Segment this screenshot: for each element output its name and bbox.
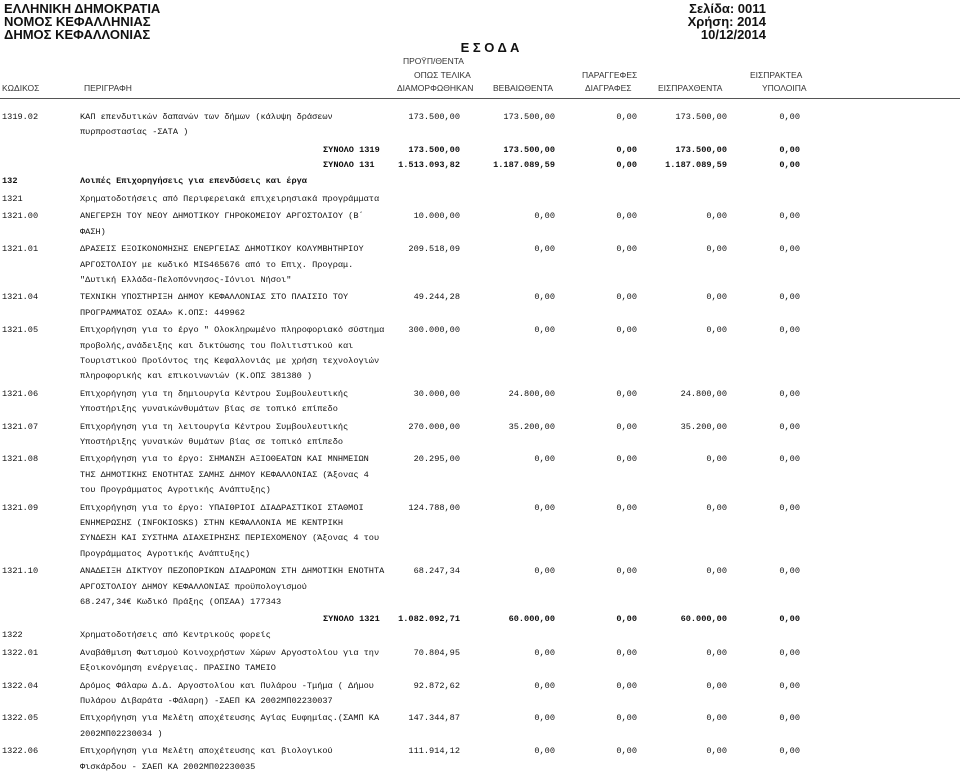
amount-value-4: 0,00	[779, 388, 800, 399]
account-description: ΑΡΓΟΣΤΟΛΙΟΥ με κωδικό MIS465676 από το Επιχ. Προγραμ.	[80, 259, 354, 270]
amount-value-0: 10.000,00	[413, 211, 460, 222]
account-description: 68.247,34€ Κωδικό Πράξης (ΟΠΣΑΑ) 177343	[80, 597, 282, 607]
fiscal-year: Χρήση: 2014	[687, 14, 766, 29]
amount-value-1: 0,00	[534, 680, 555, 691]
account-description: ΣΥΝΔΕΣΗ ΚΑΙ ΣΥΣΤΗΜΑ ΔΙΑΧΕΙΡΗΣΗΣ ΠΕΡΙΕΧΟΜΕΝΟΥ (Άξονας 4 του	[80, 533, 380, 544]
account-description: Επιχορήγηση για τη δημιουργία Κέντρου Συμβουλευτικής	[80, 388, 349, 399]
amount-value-3: 0,00	[706, 244, 727, 255]
account-code: 132	[2, 175, 18, 186]
amount-value-4: 0,00	[779, 746, 800, 757]
header-municipality: ΔΗΜΟΣ ΚΕΦΑΛΛΟΝΙΑΣ	[4, 27, 151, 42]
total-value-2: 0,00	[616, 614, 637, 625]
amount-value-3: 0,00	[706, 211, 727, 222]
col-head-budget-2: ΟΠΩΣ ΤΕΛΙΚΑ	[414, 70, 471, 80]
account-description: Φισκάρδου - ΣΑΕΠ ΚΑ 2002ΜΠ02230035	[80, 761, 256, 772]
account-description: Υποστήριξης γυναικώνθυμάτων βίας σε τοπικό επίπεδο	[80, 404, 338, 415]
account-code: 1321.00	[2, 211, 39, 222]
amount-value-4: 0,00	[779, 566, 800, 577]
total-value-4: 0,00	[779, 144, 800, 155]
page-number: Σελίδα: 0011	[689, 1, 766, 16]
account-code: 1321.01	[2, 244, 39, 255]
amount-value-0: 20.295,00	[413, 454, 460, 465]
account-code: 1321.07	[2, 421, 39, 432]
amount-value-1: 0,00	[534, 647, 555, 658]
account-description: Λοιπές Επιχορηγήσεις για επενδύσεις και έργα	[80, 175, 307, 186]
amount-value-3: 0,00	[706, 647, 727, 658]
col-head-description: ΠΕΡΙΓΡΑΦΗ	[84, 83, 132, 93]
amount-value-1: 35.200,00	[508, 421, 555, 432]
amount-value-2: 0,00	[616, 680, 637, 691]
account-description: πυρπροστασίας -ΣΑΤΑ )	[80, 127, 189, 138]
account-code: 1321	[2, 193, 23, 204]
amount-value-1: 173.500,00	[503, 112, 555, 122]
account-code: 1322.01	[2, 647, 39, 658]
amount-value-2: 0,00	[616, 566, 637, 577]
amount-value-1: 0,00	[534, 244, 555, 255]
account-description: ΑΡΓΟΣΤΟΛΙΟΥ ΔΗΜΟΥ ΚΕΦΑΛΛΟΝΙΑΣ προϋπολογισμού	[80, 581, 307, 592]
account-description: ΦΑΣΗ)	[80, 226, 106, 237]
report-title: Ε Σ Ο Δ Α	[460, 40, 520, 55]
total-value-4: 0,00	[779, 614, 800, 625]
amount-value-4: 0,00	[779, 244, 800, 255]
col-head-budget-1: ΠΡΟΫΠ/ΘΕΝΤΑ	[403, 56, 464, 66]
amount-value-0: 30.000,00	[413, 388, 460, 399]
amount-value-1: 24.800,00	[508, 388, 555, 399]
amount-value-0: 173.500,00	[408, 112, 460, 122]
amount-value-4: 0,00	[779, 680, 800, 691]
amount-value-0: 270.000,00	[408, 421, 460, 432]
account-code: 1321.08	[2, 454, 39, 465]
amount-value-3: 0,00	[706, 566, 727, 577]
account-description: του Προγράμματος Αγροτικής Ανάπτυξης)	[80, 485, 271, 496]
amount-value-1: 0,00	[534, 566, 555, 577]
account-code: 1321.09	[2, 502, 39, 513]
total-value-3: 60.000,00	[680, 614, 727, 625]
amount-value-4: 0,00	[779, 421, 800, 432]
total-value-2: 0,00	[616, 144, 637, 155]
account-description: Δρόμος Φάλαρω Δ.Δ. Αργοστολίου και Πυλάρου -Τμήμα ( Δήμου	[80, 680, 374, 691]
account-description: "Δυτική Ελλάδα-Πελοπόννησος-Ιόνιοι Νήσοι"	[80, 275, 292, 285]
total-value-2: 0,00	[616, 160, 637, 171]
amount-value-0: 147.344,87	[408, 713, 460, 724]
col-head-writeoffs: ΔΙΑΓΡΑΦΕΣ	[585, 83, 632, 93]
amount-value-4: 0,00	[779, 647, 800, 658]
account-description: ΑΝΕΓΕΡΣΗ ΤΟΥ ΝΕΟΥ ΔΗΜΟΤΙΚΟΥ ΓΗΡΟΚΟΜΕΙΟΥ ΑΡΓΟΣΤΟΛΙΟΥ (Β΄	[80, 211, 364, 222]
amount-value-3: 35.200,00	[680, 421, 727, 432]
account-code: 1322.04	[2, 680, 39, 691]
amount-value-3: 0,00	[706, 502, 727, 513]
amount-value-3: 0,00	[706, 325, 727, 336]
amount-value-2: 0,00	[616, 325, 637, 336]
account-description: Επιχορήγηση για Μελέτη αποχέτευσης Αγίας Ευφημίας.(ΣΑΜΠ ΚΑ	[80, 713, 380, 724]
amount-value-1: 0,00	[534, 292, 555, 303]
amount-value-2: 0,00	[616, 292, 637, 303]
amount-value-4: 0,00	[779, 325, 800, 336]
account-description: Χρηματοδοτήσεις από Κεντρικούς φορείς	[80, 629, 271, 640]
amount-value-4: 0,00	[779, 292, 800, 303]
account-description: Επιχορήγηση για το έργο: ΣΗΜΑΝΣΗ ΑΞΙΟΘΕΑΤΩΝ ΚΑΙ ΜΝΗΜΕΙΩΝ	[80, 454, 369, 465]
account-description: πληροφορικής και επικοινωνιών (Κ.ΟΠΣ 381380 )	[80, 371, 313, 382]
amount-value-1: 0,00	[534, 502, 555, 513]
account-description: Πυλάρου Διβαράτα -Φάλαρη) -ΣΑΕΠ ΚΑ 2002ΜΠ02230037	[80, 695, 333, 706]
total-label: ΣΥΝΟΛΟ 1319	[323, 144, 380, 155]
header-prefecture: ΝΟΜΟΣ ΚΕΦΑΛΛΗΝΙΑΣ	[4, 14, 151, 29]
total-value-3: 1.187.089,59	[665, 160, 727, 171]
account-description: 2002ΜΠ02230034 )	[80, 728, 163, 739]
account-description: ΕΝΗΜΕΡΩΣΗΣ (INFOKIOSKS) ΣΤΗΝ ΚΕΦΑΛΛΟΝΙΑ ΜΕ ΚΕΝΤΡΙΚΗ	[80, 518, 344, 528]
amount-value-2: 0,00	[616, 502, 637, 513]
account-description: Επιχορήγηση για Μελέτη αποχέτευσης και βιολογικού	[80, 746, 333, 757]
amount-value-0: 124.788,00	[408, 502, 460, 513]
col-head-formed: ΔΙΑΜΟΡΦΩΘΗΚΑΝ	[397, 83, 474, 93]
amount-value-4: 0,00	[779, 454, 800, 465]
account-description: Αναβάθμιση Φωτισμού Κοινοχρήστων Χώρων Αργοστολίου για την	[80, 647, 380, 658]
col-head-certified: ΒΕΒΑΙΩΘΕΝΤΑ	[493, 83, 554, 93]
account-code: 1321.10	[2, 566, 39, 577]
amount-value-2: 0,00	[616, 647, 637, 658]
amount-value-2: 0,00	[616, 713, 637, 724]
amount-value-3: 0,00	[706, 454, 727, 465]
amount-value-0: 92.872,62	[413, 680, 460, 691]
total-label: ΣΥΝΟΛΟ 131	[323, 160, 375, 171]
account-description: προβολής,ανάδειξης και δικτύωσης του Πολιτιστικού και	[80, 340, 354, 351]
amount-value-1: 0,00	[534, 746, 555, 757]
col-head-collected: ΕΙΣΠΡΑΧΘΕΝΤΑ	[658, 83, 723, 93]
amount-value-3: 24.800,00	[680, 388, 727, 399]
amount-value-4: 0,00	[779, 713, 800, 724]
account-description: ΤΗΣ ΔΗΜΟΤΙΚΗΣ ΕΝΟΤΗΤΑΣ ΣΑΜΗΣ ΔΗΜΟΥ ΚΕΦΑΛΛΟΝΙΑΣ (Άξονας 4	[80, 469, 369, 480]
amount-value-0: 70.804,95	[413, 647, 460, 658]
amount-value-3: 0,00	[706, 713, 727, 724]
col-head-code: ΚΩΔΙΚΟΣ	[2, 83, 40, 93]
amount-value-1: 0,00	[534, 325, 555, 336]
account-description: ΤΕΧΝΙΚΗ ΥΠΟΣΤΗΡΙΞΗ ΔΗΜΟΥ ΚΕΦΑΛΛΟΝΙΑΣ ΣΤΟ ΠΛΑΙΣΙΟ ΤΟΥ	[80, 292, 349, 303]
amount-value-1: 0,00	[534, 454, 555, 465]
amount-value-4: 0,00	[779, 211, 800, 222]
account-description: Προγράμματος Αγροτικής Ανάπτυξης)	[80, 548, 251, 559]
amount-value-2: 0,00	[616, 421, 637, 432]
header-country: ΕΛΛΗΝΙΚΗ ΔΗΜΟΚΡΑΤΙΑ	[4, 1, 161, 16]
account-description: Χρηματοδοτήσεις από Περιφερειακά επιχειρησιακά προγράμματα	[80, 193, 380, 204]
account-code: 1322.06	[2, 746, 39, 757]
account-description: Τουριστικού Προϊόντος της Κεφαλλονιάς με χρήση τεχνολογιών	[80, 356, 380, 366]
account-description: Επιχορήγηση για το έργο: ΥΠΑΙΘΡΙΟΙ ΔΙΑΔΡΑΣΤΙΚΟΙ ΣΤΑΘΜΟΙ	[80, 502, 364, 513]
amount-value-1: 0,00	[534, 713, 555, 724]
account-description: ΚΑΠ επενδυτικών δαπανών των δήμων (κάλυψη δράσεων	[80, 112, 333, 122]
account-code: 1319.02	[2, 112, 39, 122]
amount-value-0: 49.244,28	[413, 292, 460, 303]
amount-value-3: 173.500,00	[675, 112, 727, 122]
account-code: 1321.04	[2, 292, 39, 303]
amount-value-2: 0,00	[616, 388, 637, 399]
account-description: ΑΝΑΔΕΙΞΗ ΔΙΚΤΥΟΥ ΠΕΖΟΠΟΡΙΚΩΝ ΔΙΑΔΡΟΜΩΝ ΣΤΗ ΔΗΜΟΤΙΚΗ ΕΝΟΤΗΤΑ	[80, 566, 385, 577]
total-label: ΣΥΝΟΛΟ 1321	[323, 614, 380, 625]
account-description: Υποστήριξης γυναικών θυμάτων βίας σε τοπικό επίπεδο	[80, 437, 344, 447]
amount-value-2: 0,00	[616, 211, 637, 222]
amount-value-4: 0,00	[779, 112, 800, 122]
col-head-remaining: ΥΠΟΛΟΙΠΑ	[762, 83, 807, 93]
account-code: 1321.06	[2, 388, 39, 399]
account-code: 1322.05	[2, 713, 39, 724]
report-date: 10/12/2014	[700, 27, 766, 42]
account-code: 1322	[2, 629, 23, 640]
account-description: Επιχορήγηση για τη λειτουργία Κέντρου Συμβουλευτικής	[80, 421, 349, 432]
total-value-1: 1.187.089,59	[493, 160, 555, 171]
col-head-receivable: ΕΙΣΠΡΑΚΤΕΑ	[750, 70, 803, 80]
amount-value-1: 0,00	[534, 211, 555, 222]
account-description: Επιχορήγηση για το έργο " Ολοκληρωμένο πληροφοριακό σύστημα	[80, 325, 385, 336]
amount-value-2: 0,00	[616, 244, 637, 255]
amount-value-0: 111.914,12	[408, 746, 460, 757]
account-description: Εξοικονόμηση ενέργειας. ΠΡΑΣΙΝΟ ΤΑΜΕΙΟ	[80, 663, 276, 674]
amount-value-3: 0,00	[706, 746, 727, 757]
total-value-3: 173.500,00	[675, 144, 727, 155]
account-description: ΠΡΟΓΡΑΜΜΑΤΟΣ ΟΣΑΑ» Κ.ΟΠΣ: 449962	[80, 307, 246, 318]
amount-value-2: 0,00	[616, 112, 637, 122]
header-divider	[0, 98, 960, 99]
amount-value-4: 0,00	[779, 502, 800, 513]
amount-value-0: 209.518,09	[408, 244, 460, 255]
total-value-1: 173.500,00	[503, 144, 555, 155]
total-value-0: 173.500,00	[408, 144, 460, 155]
amount-value-3: 0,00	[706, 680, 727, 691]
col-head-orders: ΠΑΡΑΓΓΕΦΕΣ	[582, 70, 638, 80]
amount-value-2: 0,00	[616, 746, 637, 757]
amount-value-0: 68.247,34	[413, 566, 460, 577]
total-value-1: 60.000,00	[508, 614, 555, 625]
account-code: 1321.05	[2, 325, 39, 336]
total-value-0: 1.082.092,71	[398, 614, 460, 625]
amount-value-2: 0,00	[616, 454, 637, 465]
account-description: ΔΡΑΣΕΙΣ ΕΞΟΙΚΟΝΟΜΗΣΗΣ ΕΝΕΡΓΕΙΑΣ ΔΗΜΟΤΙΚΟΥ ΚΟΛΥΜΒΗΤΗΡΙΟΥ	[80, 244, 364, 255]
amount-value-0: 300.000,00	[408, 325, 460, 336]
total-value-0: 1.513.093,82	[398, 160, 460, 171]
amount-value-3: 0,00	[706, 292, 727, 303]
total-value-4: 0,00	[779, 160, 800, 171]
